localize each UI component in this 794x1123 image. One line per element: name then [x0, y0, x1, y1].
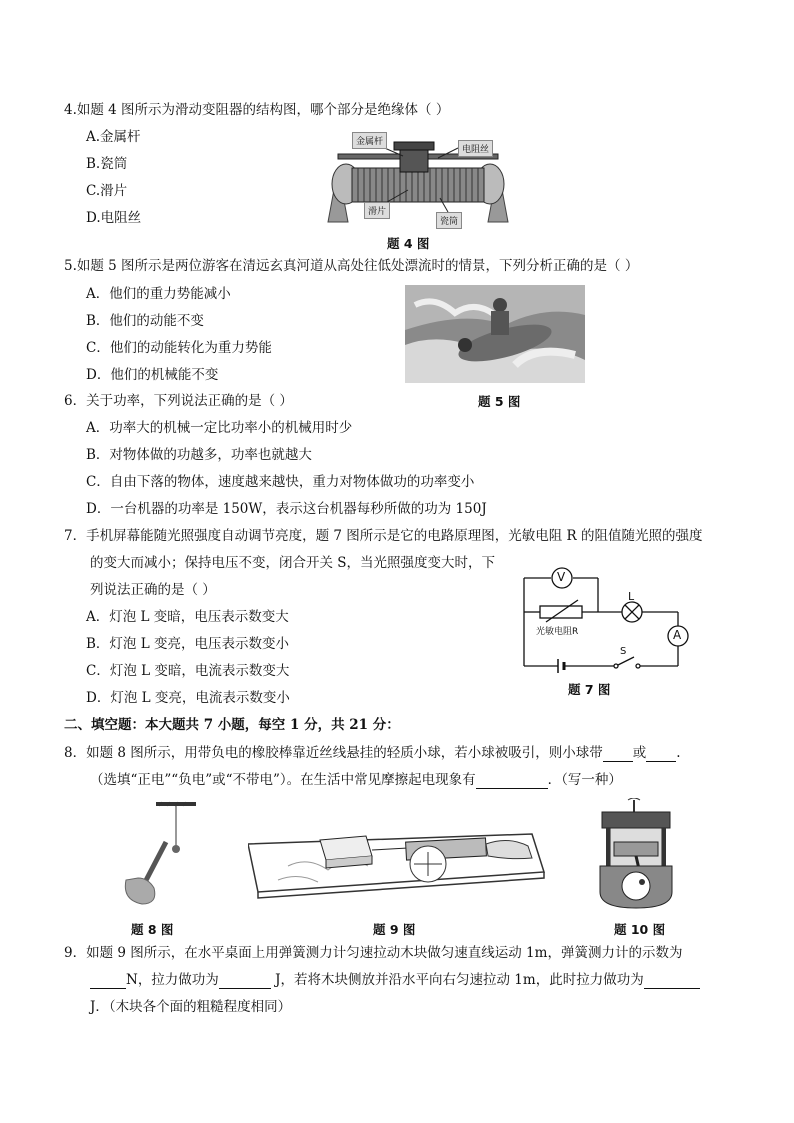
q9-line1: 9．如题 9 图所示，在水平桌面上用弹簧测力计匀速拉动木块做匀速直线运动 1m，弹簧测力计的示数为 — [64, 945, 683, 961]
q8-blank-2[interactable] — [646, 747, 676, 762]
q7-caption: 题 7 图 — [568, 682, 611, 697]
q8-blank-1[interactable] — [603, 747, 633, 762]
q7-stem-line2: 的变大而减小；保持电压不变，闭合开关 S，当光照强度变大时，下 — [90, 555, 496, 571]
ammeter-label: A — [673, 628, 682, 642]
q9-blank-3[interactable] — [644, 974, 700, 989]
q7-stem-line1: 7．手机屏幕能随光照强度自动调节亮度，题 7 图所示是它的电路原理图，光敏电阻 R 的阻值随光照的强度 — [64, 528, 703, 544]
fig10-engine — [596, 798, 676, 910]
rheostat-figure — [318, 130, 518, 230]
circuit-diagram — [516, 562, 696, 674]
q6-option-b: B．对物体做的功越多，功率也就越大 — [86, 447, 312, 463]
q8-blank-3[interactable] — [476, 774, 548, 789]
q5-stem: 5.如题 5 图所示是两位游客在清远玄真河道从高处往低处漂流时的情景，下列分析正确的是（ ） — [64, 258, 639, 274]
q4-stem: 4.如题 4 图所示为滑动变阻器的结构图，哪个部分是绝缘体（ ） — [64, 102, 450, 118]
q8-line2 — [90, 771, 622, 789]
q9-line2-tail: J，若将木块侧放并沿水平向右匀速拉动 1m，此时拉力做功为 — [270, 972, 644, 988]
fig9-caption: 题 9 图 — [373, 922, 416, 937]
q4-caption: 题 4 图 — [387, 236, 430, 251]
q5-option-b: B．他们的动能不变 — [86, 313, 204, 329]
q8-period: . — [676, 745, 681, 761]
rod-label: 金属杆 — [352, 132, 387, 149]
q8-line1-text: 8．如题 8 图所示，用带负电的橡胶棒靠近丝线悬挂的轻质小球，若小球被吸引，则小球带 — [64, 745, 603, 761]
fig8-rod-ball — [112, 800, 202, 910]
q4-option-a: A.金属杆 — [86, 129, 141, 145]
resistor-label: 光敏电阻R — [536, 627, 579, 637]
q8-line1 — [64, 744, 681, 762]
q8-or: 或 — [632, 745, 647, 761]
slider-label: 滑片 — [364, 202, 390, 219]
q5-option-d: D．他们的机械能不变 — [86, 367, 219, 383]
q9-line2 — [90, 971, 700, 989]
q5-caption: 题 5 图 — [478, 394, 521, 409]
fig9-spring-scale — [248, 826, 548, 906]
q5-option-c: C．他们的动能转化为重力势能 — [86, 340, 272, 356]
q8-line2-tail: ．（写一种） — [547, 772, 622, 788]
q6-option-d: D．一台机器的功率是 150W，表示这台机器每秒所做的功为 150J — [86, 501, 487, 517]
q7-option-d: D．灯泡 L 变亮，电流表示数变小 — [86, 690, 290, 706]
q4-option-d: D.电阻丝 — [86, 210, 142, 226]
q6-option-c: C．自由下落的物体，速度越来越快，重力对物体做功的功率变小 — [86, 474, 475, 490]
q4-option-b: B.瓷筒 — [86, 156, 128, 172]
q7-option-c: C．灯泡 L 变暗，电流表示数变大 — [86, 663, 290, 679]
voltmeter-label: V — [557, 570, 566, 584]
q4-option-c: C.滑片 — [86, 183, 128, 199]
section2-title: 二、填空题：本大题共 7 小题，每空 1 分，共 21 分： — [64, 717, 400, 733]
lamp-label: L — [628, 590, 635, 603]
wire-label: 电阻丝 — [458, 140, 493, 157]
q7-stem-line3: 列说法正确的是（ ） — [90, 582, 216, 598]
q7-option-b: B．灯泡 L 变亮，电压表示数变小 — [86, 636, 289, 652]
tube-label: 瓷筒 — [436, 212, 462, 229]
fig10-caption: 题 10 图 — [614, 922, 666, 937]
q9-blank-1[interactable] — [90, 974, 126, 989]
switch-label: S — [620, 646, 627, 657]
fig8-caption: 题 8 图 — [131, 922, 174, 937]
q7-option-a: A．灯泡 L 变暗，电压表示数变大 — [86, 609, 289, 625]
q8-line2-text: （选填“正电”“负电”或“不带电”）。在生活中常见摩擦起电现象有 — [90, 772, 476, 788]
q9-line3: J．（木块各个面的粗糙程度相同） — [90, 999, 292, 1015]
q9-blank-2[interactable] — [219, 974, 271, 989]
rafting-photo — [405, 285, 585, 383]
q9-line2-text: N，拉力做功为 — [126, 972, 219, 988]
q5-option-a: A．他们的重力势能减小 — [86, 286, 231, 302]
q6-option-a: A．功率大的机械一定比功率小的机械用时少 — [86, 420, 353, 436]
q6-stem: 6．关于功率，下列说法正确的是（ ） — [64, 393, 293, 409]
